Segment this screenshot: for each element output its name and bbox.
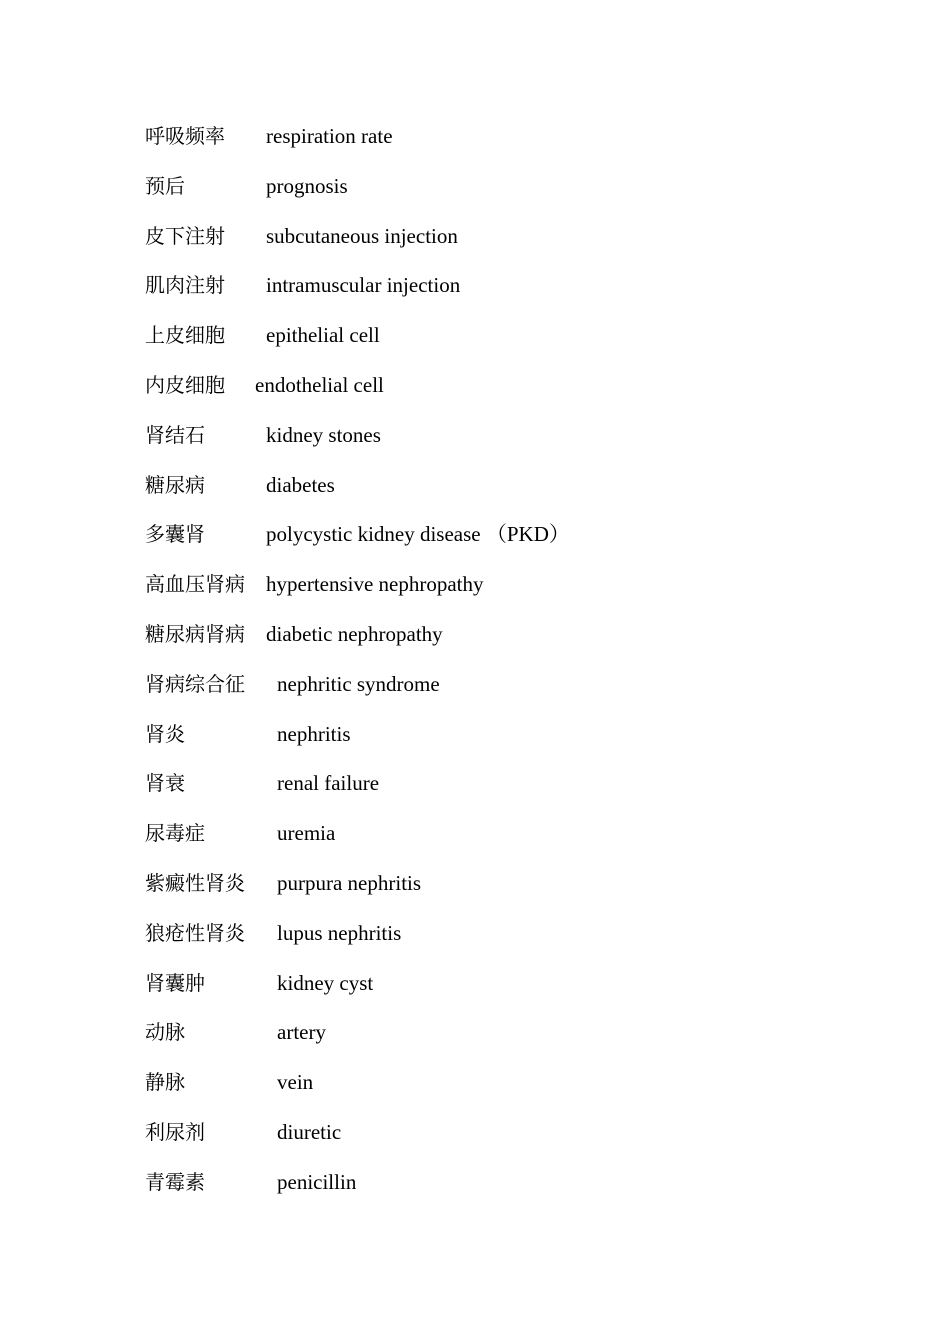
chinese-term: 上皮细胞 xyxy=(145,323,225,348)
chinese-term: 狼疮性肾炎 xyxy=(145,920,245,945)
chinese-term: 利尿剂 xyxy=(145,1119,205,1144)
english-term: endothelial cell xyxy=(255,372,384,397)
chinese-term: 尿毒症 xyxy=(145,821,205,846)
english-term: diuretic xyxy=(277,1119,342,1144)
chinese-term: 糖尿病 xyxy=(145,472,205,497)
english-term: epithelial cell xyxy=(266,323,380,348)
chinese-term: 预后 xyxy=(145,173,185,198)
chinese-term: 紫癜性肾炎 xyxy=(145,870,245,895)
english-term: nephritis xyxy=(277,721,351,746)
chinese-term: 动脉 xyxy=(145,1020,185,1045)
english-term: subcutaneous injection xyxy=(266,223,458,248)
chinese-term: 内皮细胞 xyxy=(145,372,225,397)
chinese-term: 肾炎 xyxy=(145,721,185,746)
english-term: lupus nephritis xyxy=(277,920,402,945)
english-term: respiration rate xyxy=(266,124,393,148)
chinese-term: 静脉 xyxy=(145,1070,185,1095)
english-term: penicillin xyxy=(277,1169,357,1194)
chinese-term: 肾囊肿 xyxy=(145,970,205,995)
english-term: diabetes xyxy=(266,472,335,497)
english-term: artery xyxy=(277,1020,326,1045)
english-term: kidney stones xyxy=(266,422,381,447)
chinese-term: 呼吸频率 xyxy=(145,124,225,148)
english-term: prognosis xyxy=(266,173,348,198)
english-term: renal failure xyxy=(277,771,380,796)
chinese-term: 皮下注射 xyxy=(145,223,225,248)
english-term: kidney cyst xyxy=(277,970,374,995)
english-term: hypertensive nephropathy xyxy=(266,572,484,597)
english-term: vein xyxy=(277,1070,314,1095)
chinese-term: 肾衰 xyxy=(145,771,185,796)
english-term: nephritic syndrome xyxy=(277,671,440,696)
chinese-term: 青霉素 xyxy=(145,1169,205,1194)
chinese-term: 糖尿病肾病 xyxy=(145,621,245,646)
english-term: purpura nephritis xyxy=(277,870,422,895)
english-term: intramuscular injection xyxy=(266,273,461,298)
chinese-term: 肾结石 xyxy=(145,422,205,447)
chinese-term: 肌肉注射 xyxy=(145,273,225,298)
english-term: uremia xyxy=(277,821,336,846)
english-term: polycystic kidney disease （PKD） xyxy=(266,522,570,547)
chinese-term: 多囊肾 xyxy=(145,522,205,547)
english-term: diabetic nephropathy xyxy=(266,621,443,646)
chinese-term: 肾病综合征 xyxy=(145,671,245,696)
chinese-term: 高血压肾病 xyxy=(145,572,245,597)
